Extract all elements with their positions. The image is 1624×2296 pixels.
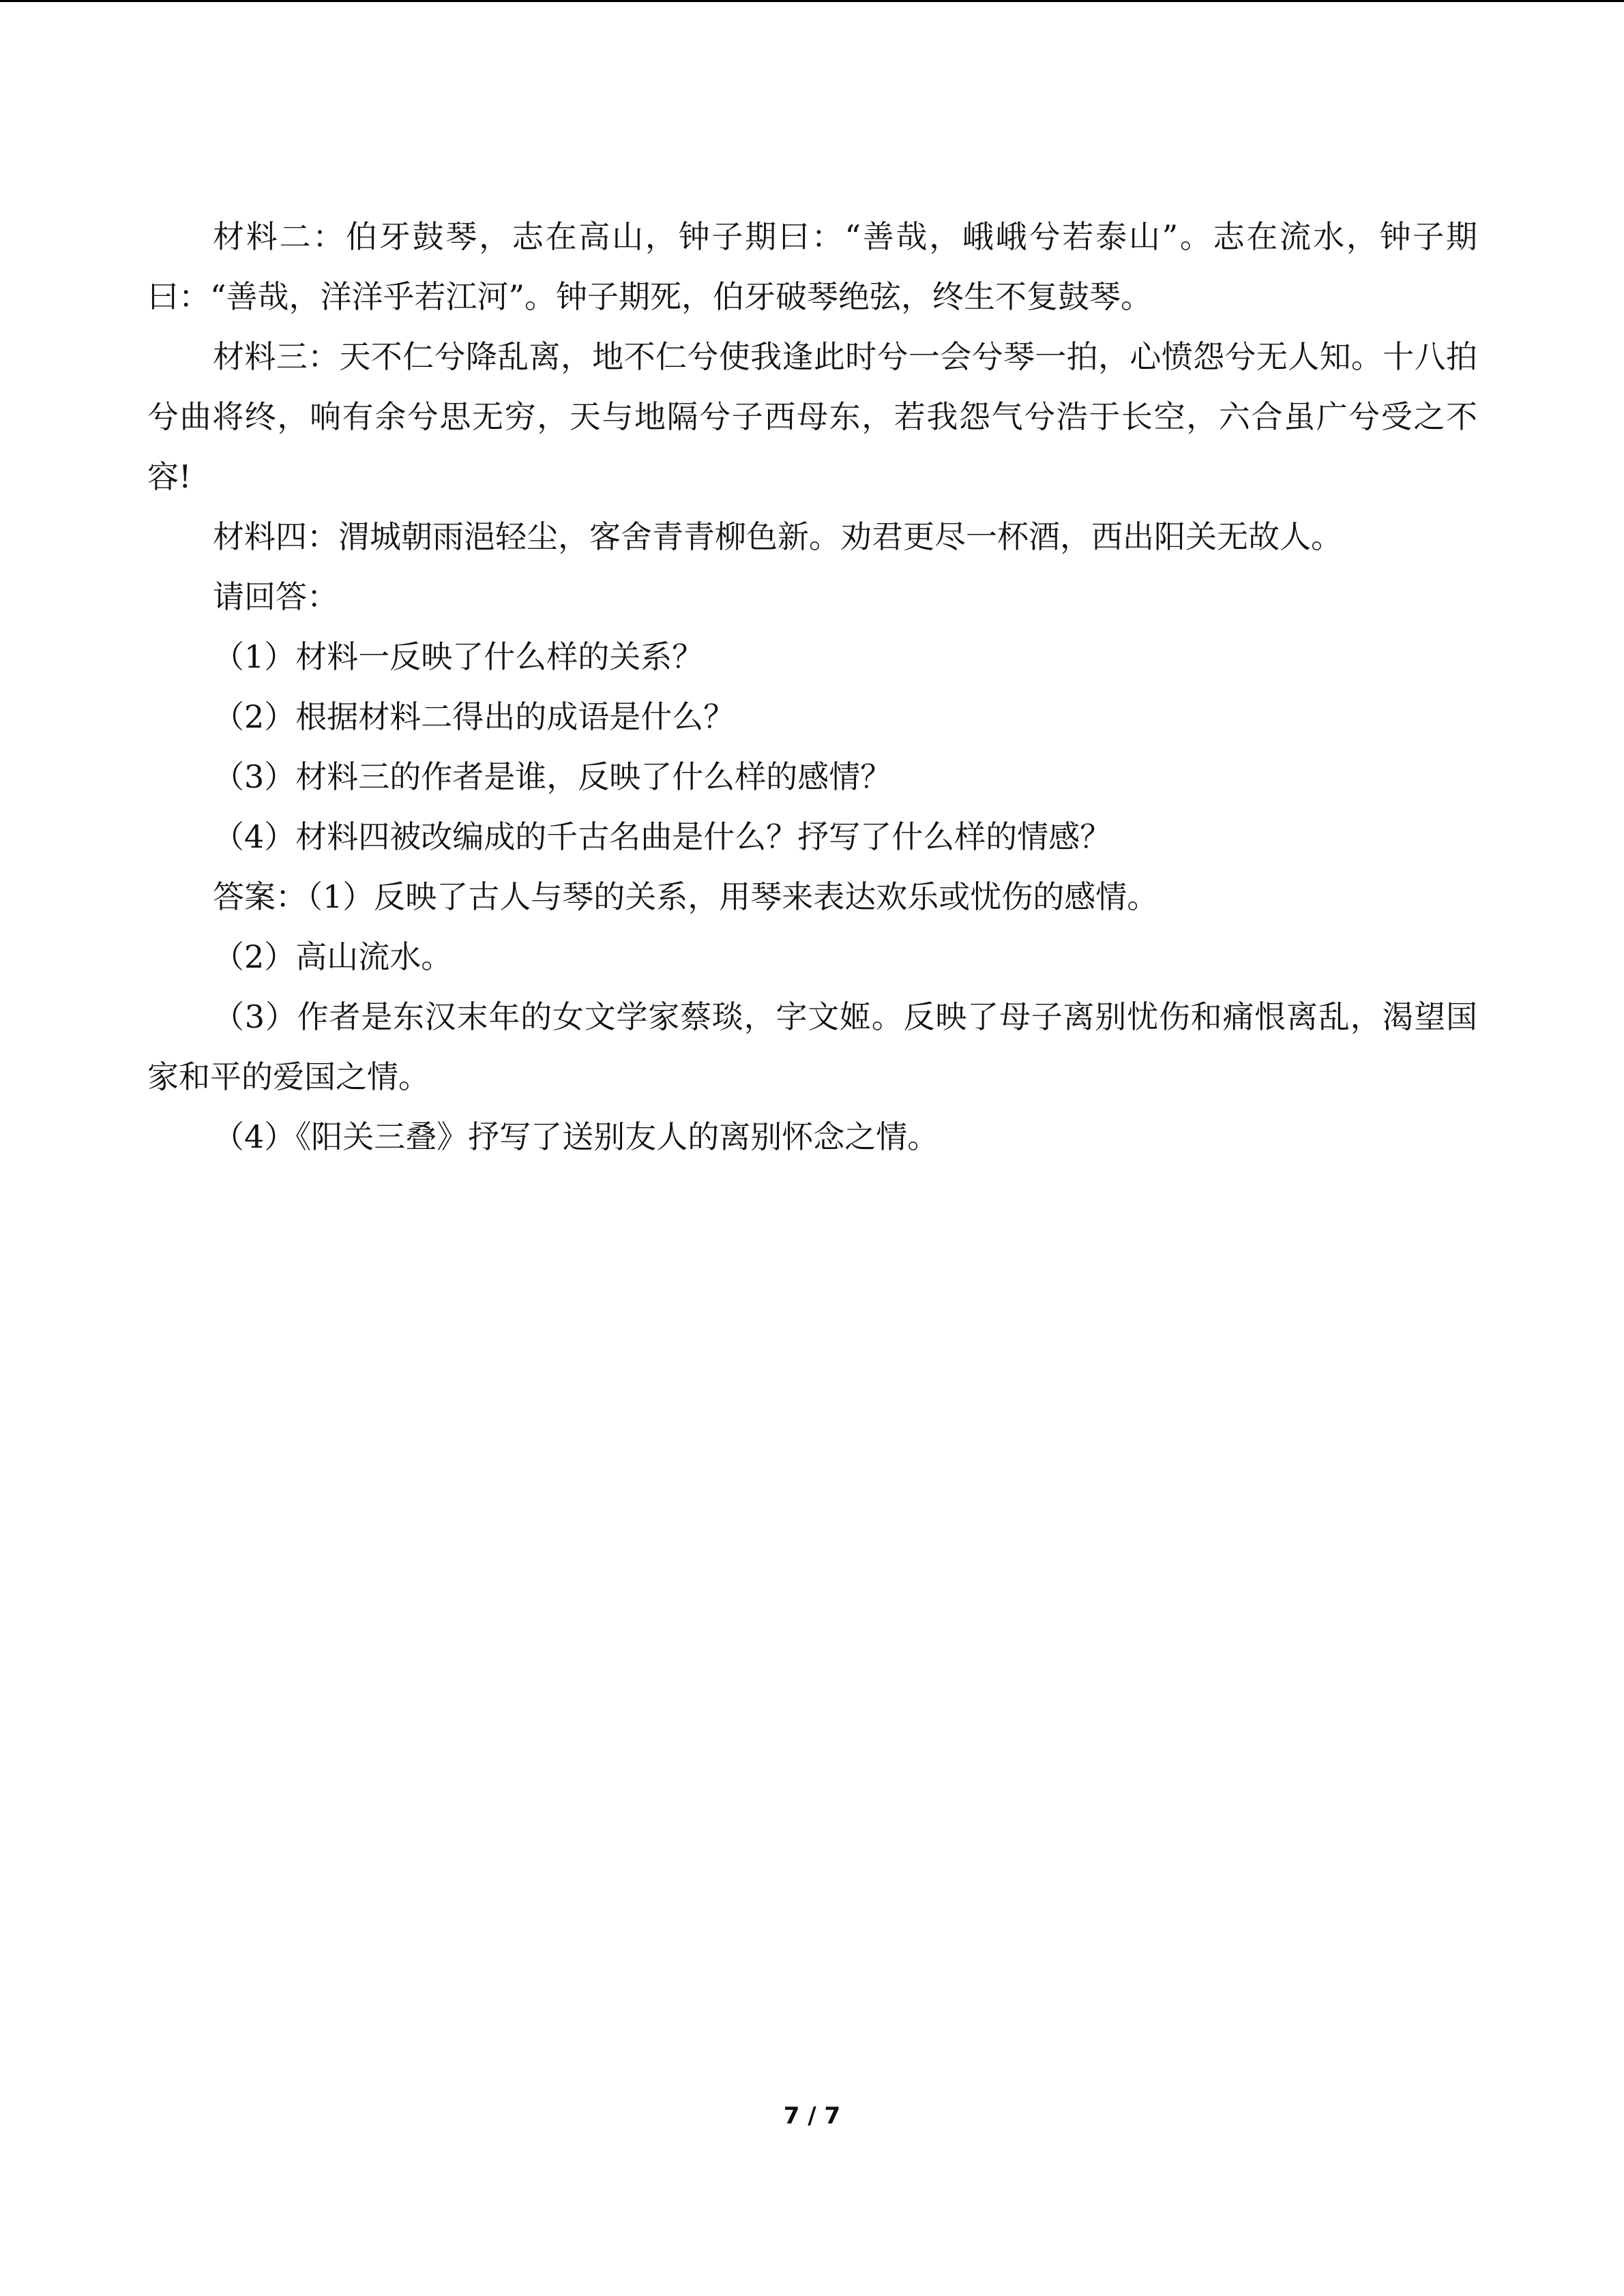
page-number: 7 / 7 [783, 2102, 841, 2130]
answer-1: 答案：（1）反映了古人与琴的关系，用琴来表达欢乐或忧伤的感情。 [213, 878, 1159, 915]
document-body [147, 207, 1477, 1167]
answer-2: （2）高山流水。 [213, 938, 453, 975]
question-2: （2）根据材料二得出的成语是什么？ [213, 698, 735, 735]
question-3: （3）材料三的作者是谁，反映了什么样的感情？ [213, 758, 892, 795]
answer-4: （4）《阳关三叠》抒写了送别友人的离别怀念之情。 [213, 1118, 939, 1155]
question-4: （4）材料四被改编成的千古名曲是什么？抒写了什么样的情感？ [213, 818, 1112, 855]
paragraph-material-3: 材料三：天不仁兮降乱离，地不仁兮使我逢此时兮一会兮琴一拍，心愤怨兮无人知。十八拍兮曲将终，响有余兮思无穷，天与地隔兮子西母东，若我怨气兮浩于长空，六合虽广兮受之不容! [147, 338, 1477, 495]
answer-3: （3）作者是东汉末年的女文学家蔡琰，字文姬。反映了母子离别忧伤和痛恨离乱，渴望国家和平的爱国之情。 [147, 998, 1477, 1095]
paragraph-prompt: 请回答： [213, 578, 338, 615]
question-1: （1）材料一反映了什么样的关系？ [213, 638, 704, 675]
paragraph-material-2: 材料二：伯牙鼓琴，志在高山，钟子期曰：“善哉，峨峨兮若泰山”。志在流水，钟子期曰：“善哉，洋洋乎若江河”。钟子期死，伯牙破琴绝弦，终生不复鼓琴。 [147, 218, 1477, 315]
paragraph-material-4: 材料四：渭城朝雨浥轻尘，客舍青青柳色新。劝君更尽一杯酒，西出阳关无故人。 [213, 518, 1342, 555]
